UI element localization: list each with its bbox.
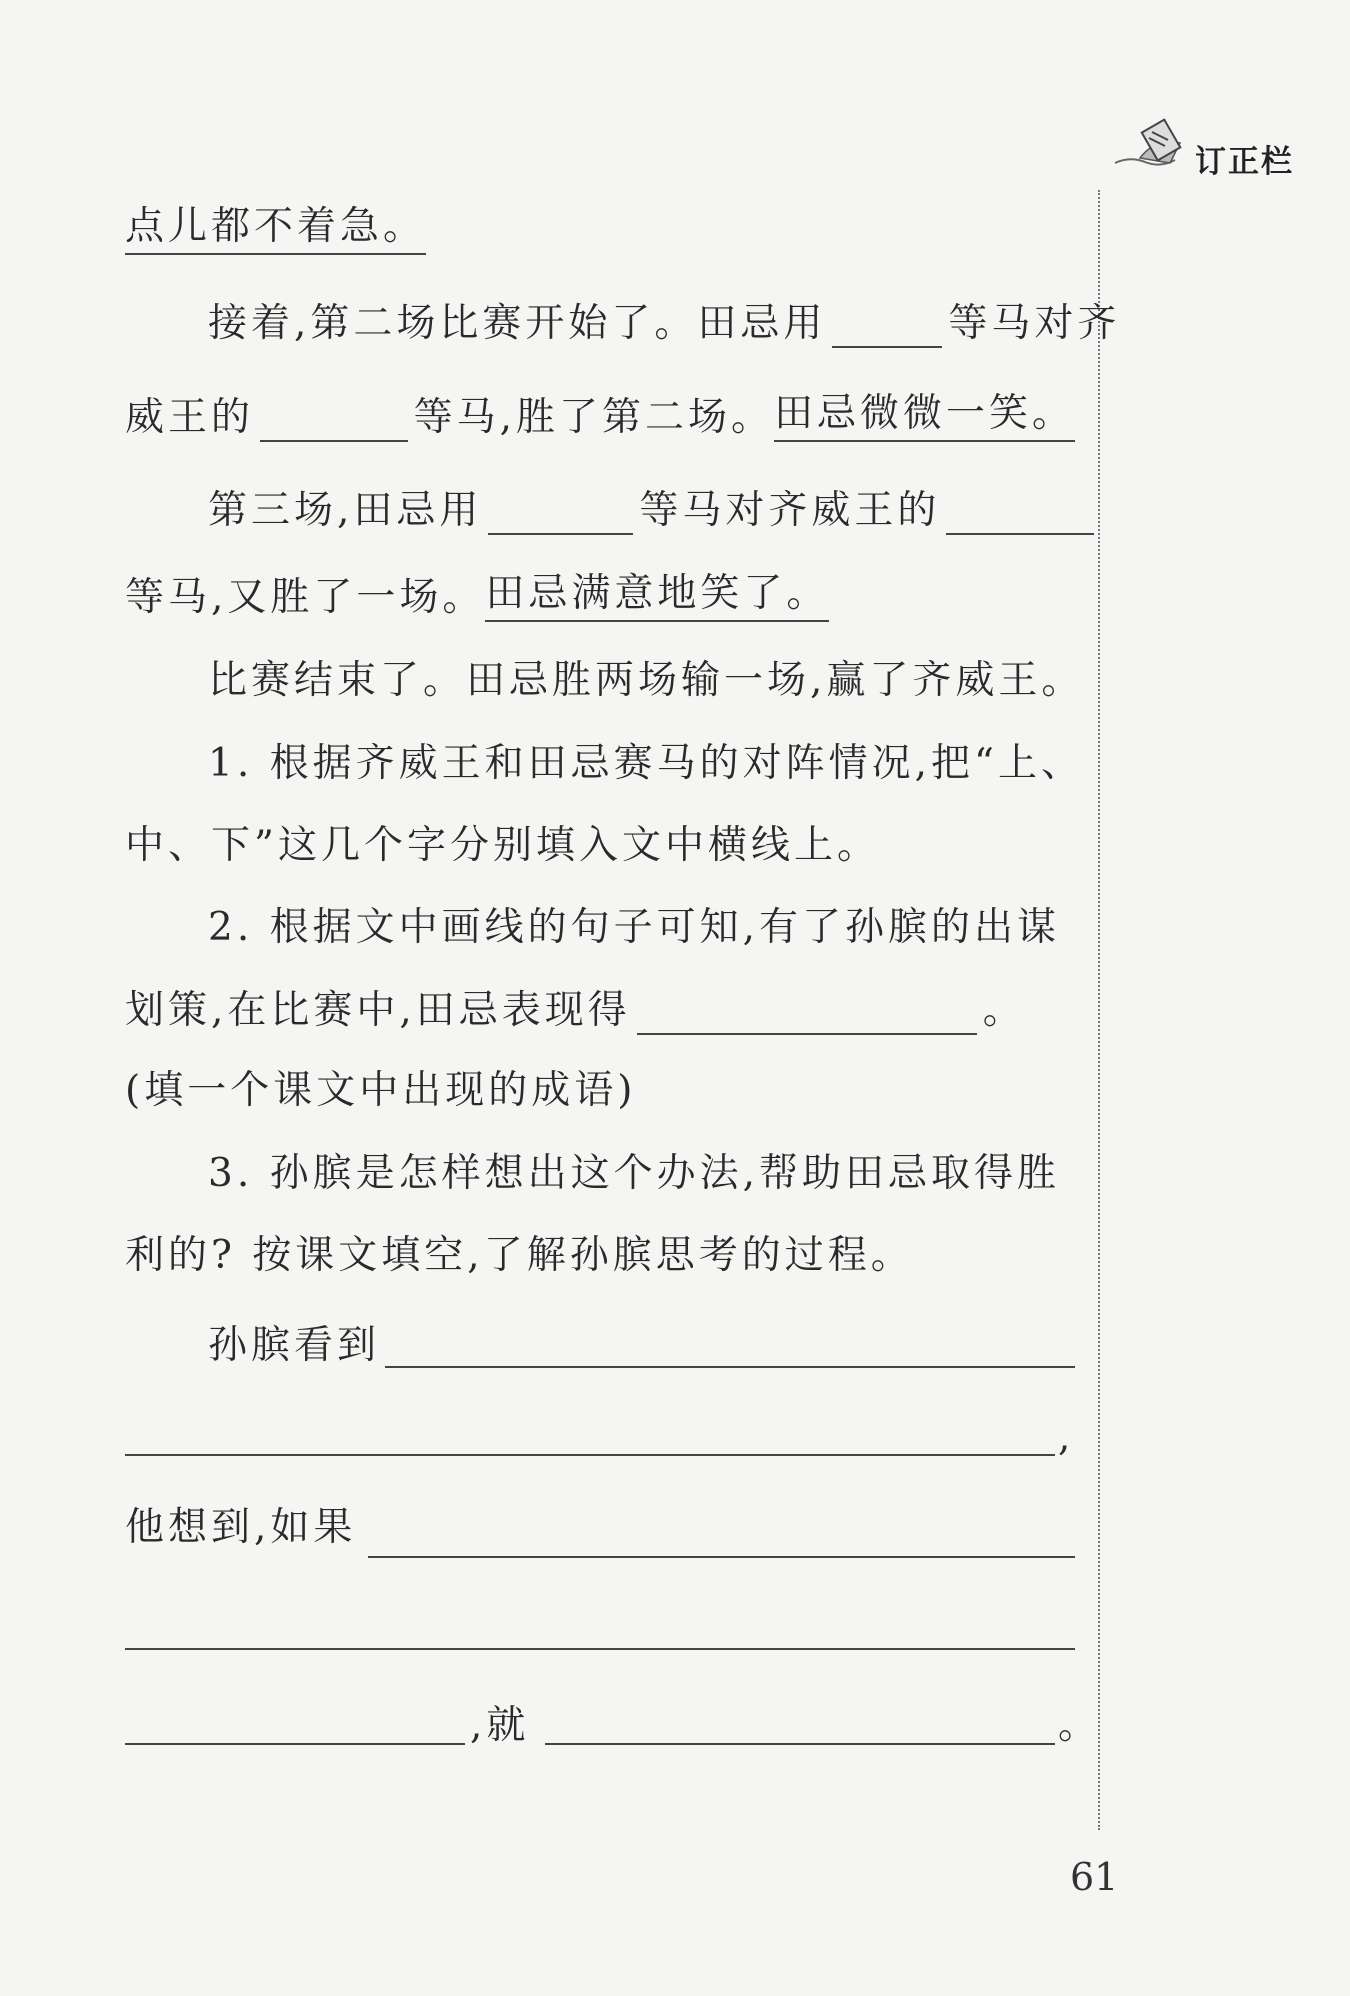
underlined-sentence: 田忌满意地笑了。 — [485, 562, 829, 622]
answer-line[interactable] — [368, 1556, 1075, 1558]
fill-blank[interactable] — [260, 400, 408, 442]
period-mark: 。 — [1058, 1703, 1102, 1748]
text-line: 威王的 等马,胜了第二场。 田忌微微一笑。 — [125, 372, 1075, 442]
text-line: 等马,又胜了一场。 田忌满意地笑了。 — [125, 552, 1075, 622]
fill-blank[interactable] — [946, 493, 1094, 535]
question-1-cont: 中、下”这几个字分别填入文中横线上。 — [125, 823, 880, 868]
text-line: 第三场,田忌用 等马对齐威王的 — [208, 465, 1158, 535]
text-line: 接着,第二场比赛开始了。田忌用 等马对齐 — [208, 301, 1121, 346]
question-2: 2. 根据文中画线的句子可知,有了孙膑的出谋 — [208, 905, 1061, 950]
idiom-answer-blank[interactable] — [637, 993, 977, 1035]
question-3-cont: 利的? 按课文填空,了解孙膑思考的过程。 — [125, 1233, 914, 1278]
answer-line[interactable] — [125, 1743, 465, 1745]
underlined-sentence: 田忌微微一笑。 — [774, 382, 1075, 442]
fill-blank[interactable] — [488, 493, 633, 535]
answer-line[interactable] — [385, 1366, 1075, 1368]
answer-line[interactable] — [545, 1743, 1055, 1745]
fill-blank[interactable] — [832, 306, 942, 348]
question-3: 3. 孙膑是怎样想出这个办法,帮助田忌取得胜 — [208, 1151, 1061, 1196]
text-line: 比赛结束了。田忌胜两场输一场,赢了齐威王。 — [208, 658, 1085, 703]
correction-column-header — [1110, 118, 1330, 188]
pencil-icon — [1110, 118, 1200, 178]
page-number: 61 — [1070, 1855, 1119, 1899]
question-2-note: (填一个课文中出现的成语) — [125, 1068, 637, 1113]
fill-line-5-mid: ,就 — [470, 1703, 530, 1748]
answer-line[interactable] — [125, 1648, 1075, 1650]
comma-mark: , — [1058, 1415, 1075, 1460]
question-2-cont: 划策,在比赛中,田忌表现得 。 — [125, 988, 1026, 1033]
underlined-sentence: 点儿都不着急。 — [125, 195, 426, 255]
fill-line-1: 孙膑看到 — [208, 1323, 381, 1368]
answer-line[interactable] — [125, 1454, 1055, 1456]
fill-line-3: 他想到,如果 — [125, 1505, 357, 1550]
question-1: 1. 根据齐威王和田忌赛马的对阵情况,把“上、 — [208, 741, 1084, 786]
correction-column-title: 订正栏 — [1195, 144, 1294, 180]
margin-dotted-divider — [1098, 190, 1100, 1830]
text-line — [125, 185, 1075, 255]
